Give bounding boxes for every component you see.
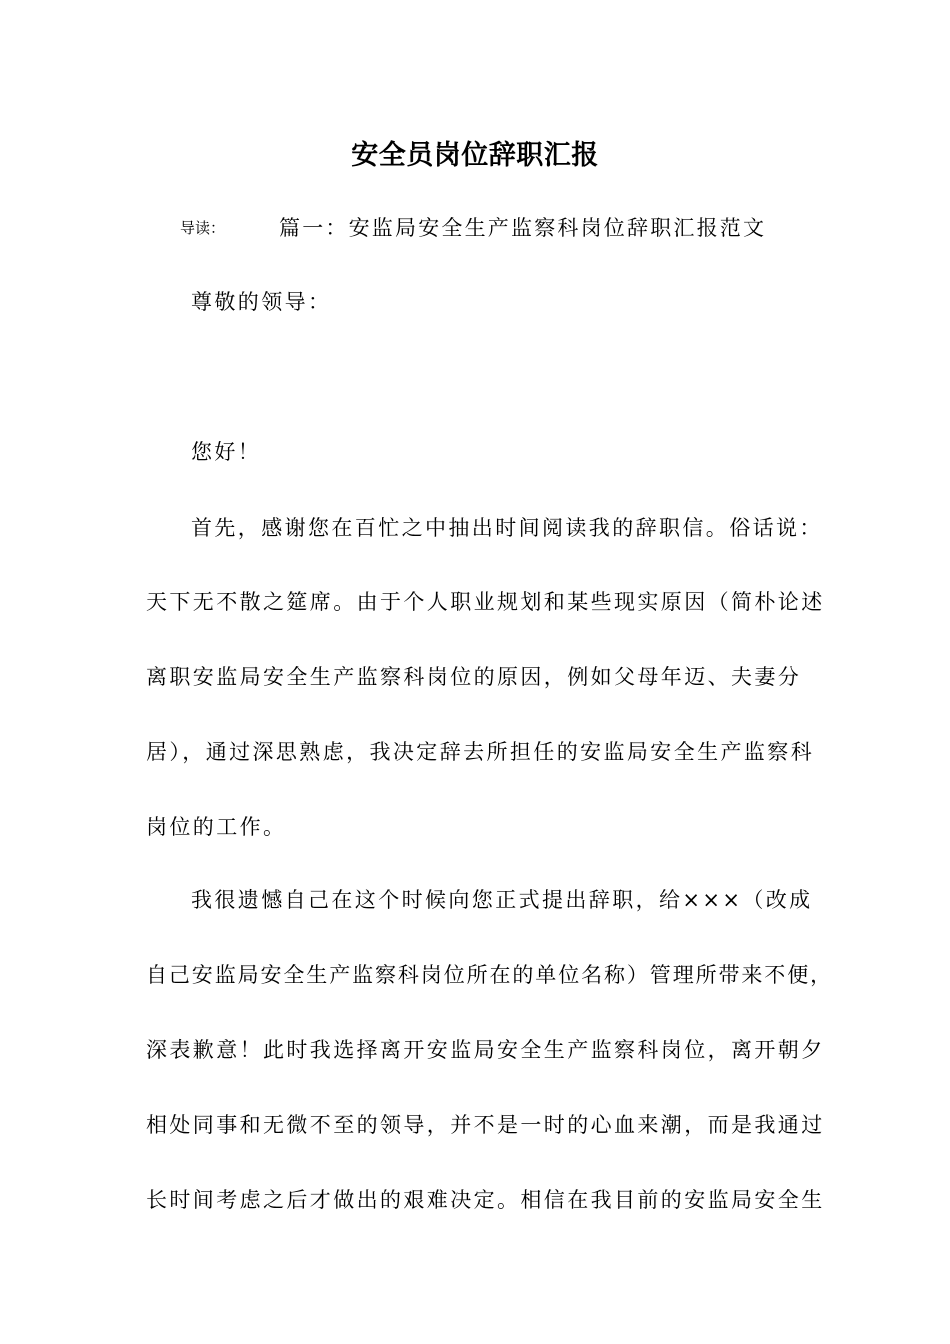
paragraph1-line: 首先，感谢您在百忙之中抽出时间阅读我的辞职信。俗话说：	[191, 516, 823, 540]
paragraph2-line: 我很遗憾自己在这个时候向您正式提出辞职，给×××（改成	[191, 888, 813, 912]
document-title: 安全员岗位辞职汇报	[351, 140, 599, 171]
paragraph2-line: 相处同事和无微不至的领导，并不是一时的心血来潮，而是我通过	[146, 1113, 825, 1137]
paragraph1-line: 居），通过深思熟虑，我决定辞去所担任的安监局安全生产监察科	[146, 740, 815, 764]
paragraph1-line: 离职安监局安全生产监察科岗位的原因，例如父母年迈、夫妻分	[146, 665, 802, 689]
salutation: 尊敬的领导：	[191, 290, 332, 314]
paragraph2-line: 自己安监局安全生产监察科岗位所在的单位名称）管理所带来不便，	[146, 963, 833, 987]
lead-label: 导读：	[180, 219, 226, 237]
paragraph1-line: 岗位的工作。	[146, 815, 287, 839]
greeting: 您好！	[191, 440, 262, 464]
paragraph1-line: 天下无不散之筵席。由于个人职业规划和某些现实原因（简朴论述	[146, 590, 825, 614]
lead-text: 篇一：安监局安全生产监察科岗位辞职汇报范文	[279, 216, 767, 240]
paragraph2-line: 深表歉意！此时我选择离开安监局安全生产监察科岗位，离开朝夕	[146, 1038, 825, 1062]
paragraph2-line: 长时间考虑之后才做出的艰难决定。相信在我目前的安监局安全生	[146, 1188, 825, 1212]
